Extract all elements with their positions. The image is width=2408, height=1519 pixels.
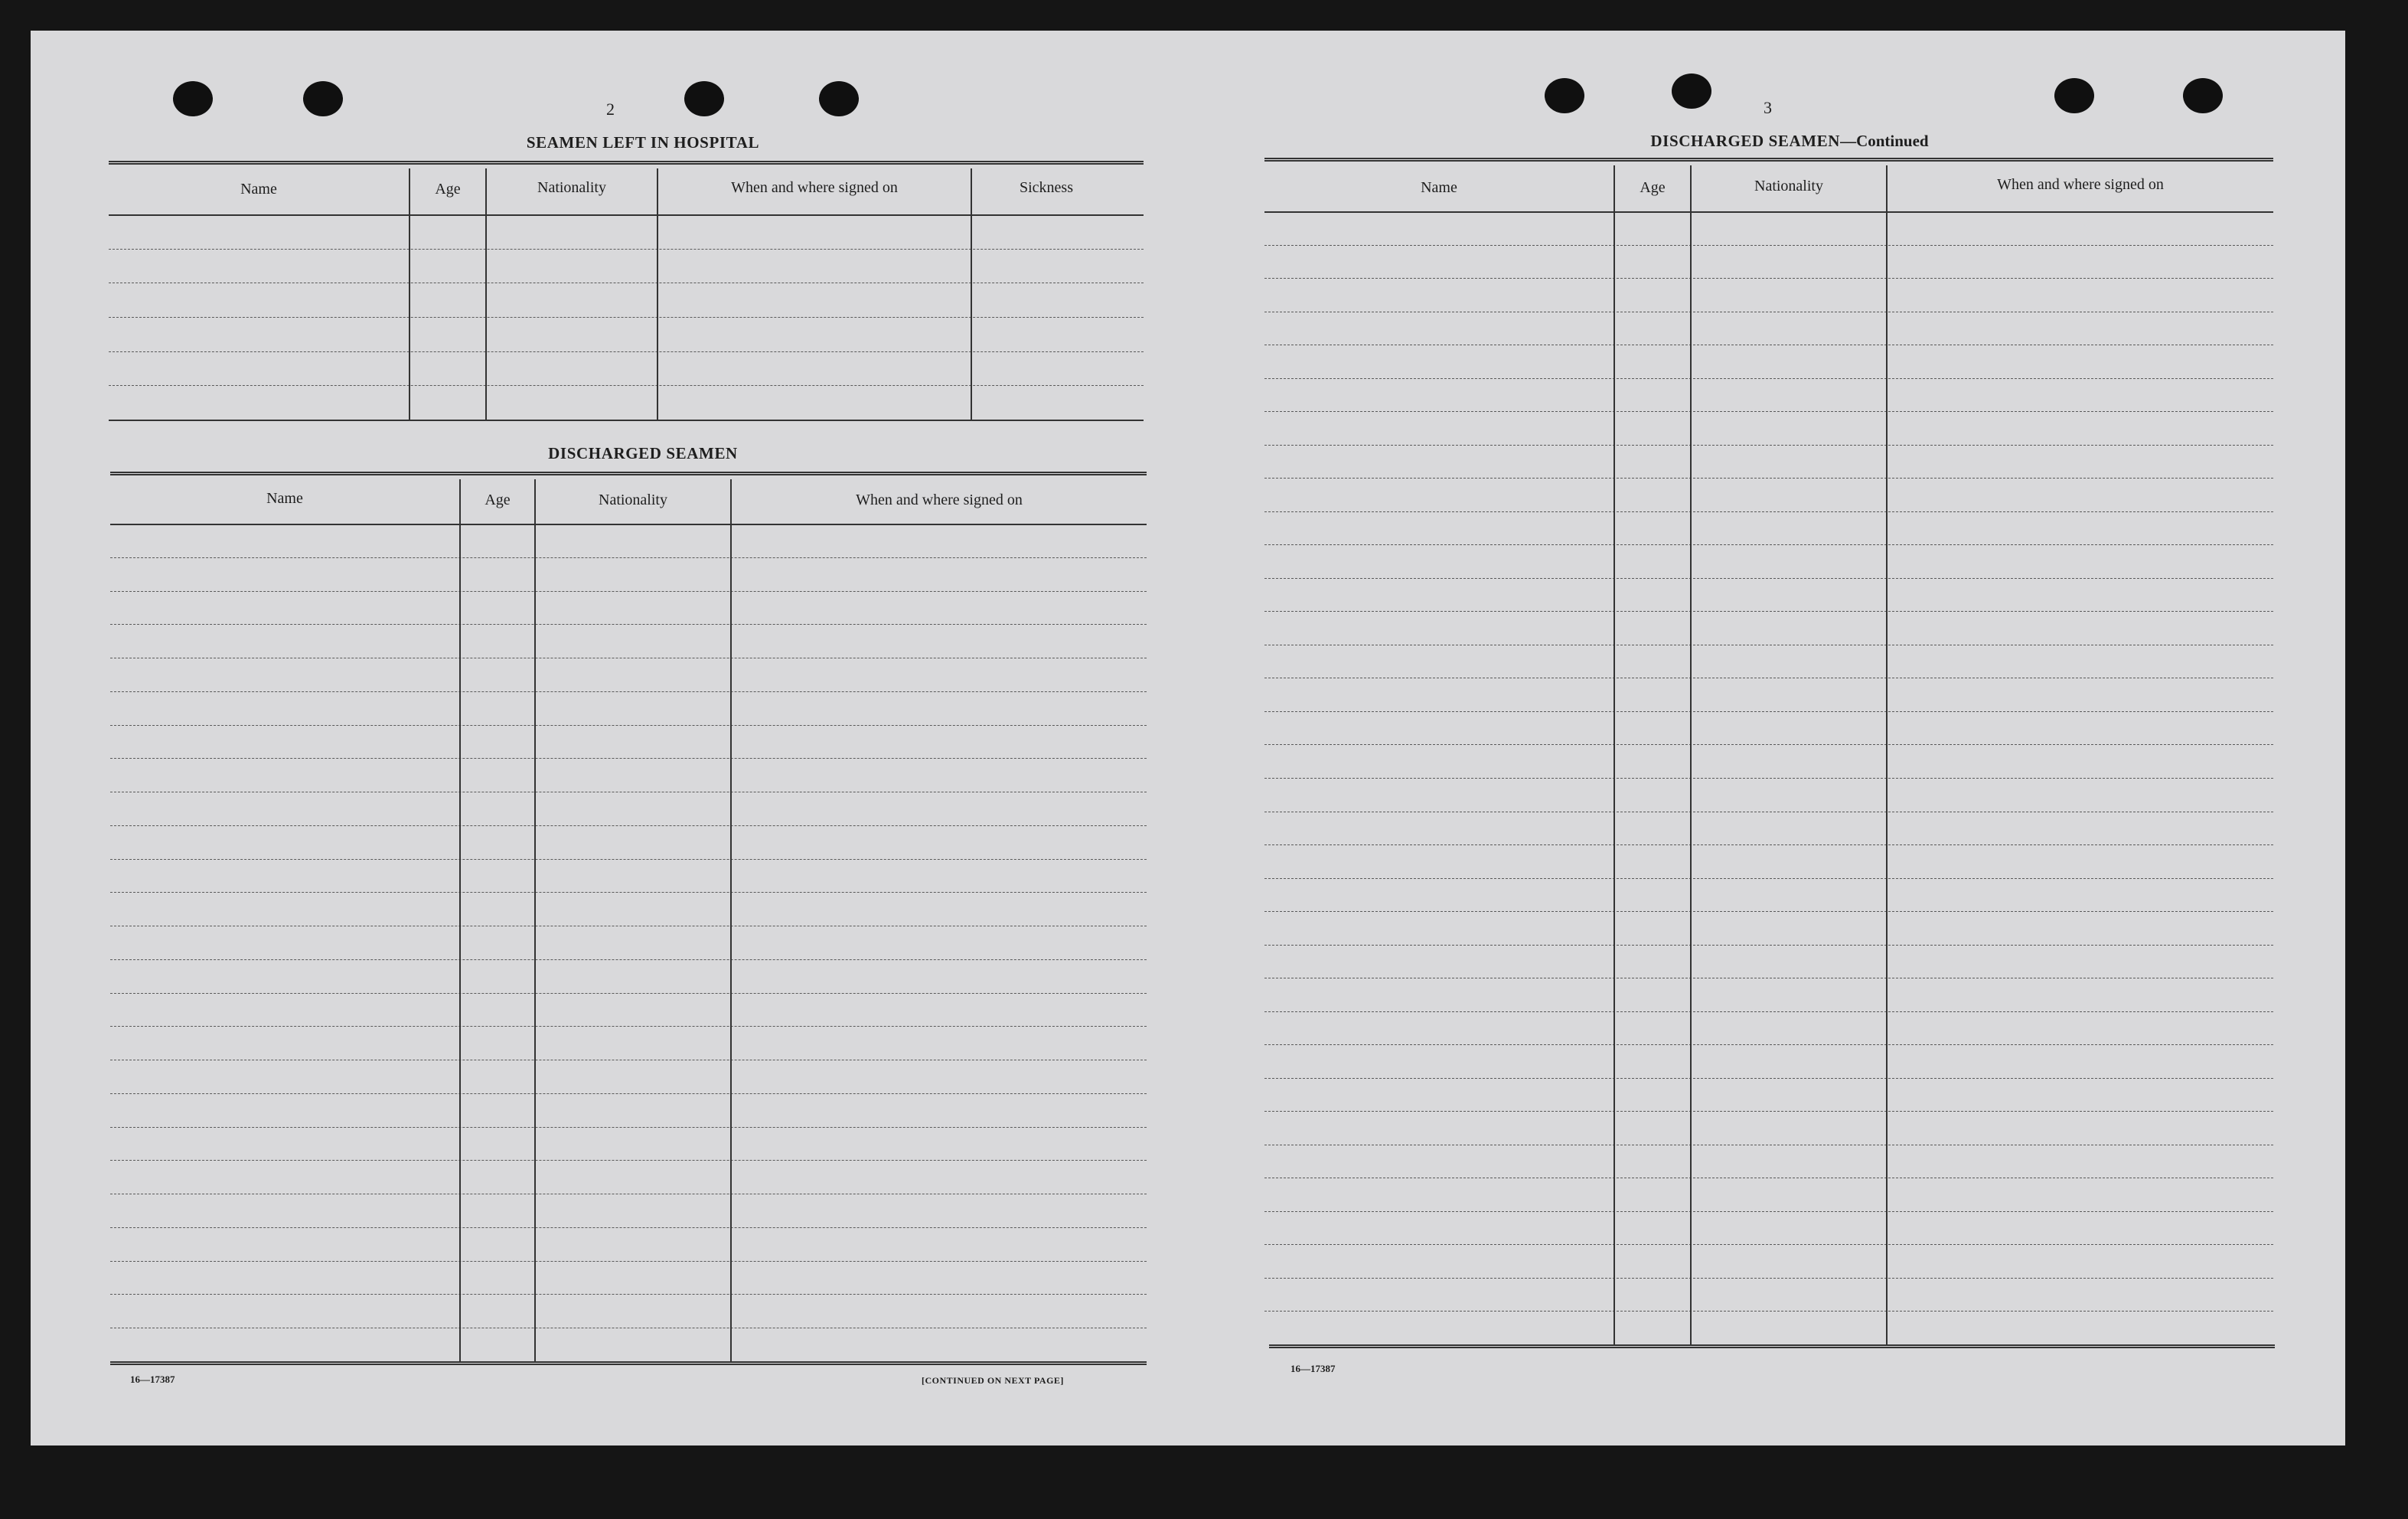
hospital-col-when-where: When and where signed on [731,179,898,196]
row-rule [1264,445,2273,446]
row-rule [110,1227,1147,1228]
right-col-nationality: Nationality [1754,178,1823,194]
row-rule [110,859,1147,860]
hospital-table-top-rule [109,161,1144,165]
hospital-table-bottom-rule [109,420,1144,421]
row-rule [1264,945,2273,946]
form-number-right: 16—17387 [1290,1363,1336,1374]
row-rule [109,249,1144,250]
hospital-section-title: SEAMEN LEFT IN HOSPITAL [526,133,760,152]
row-rule [1264,1011,2273,1012]
right-col-when-where: When and where signed on [1997,176,2164,193]
row-rule [1264,1111,2273,1112]
punch-hole [1672,74,1711,109]
row-rule [1264,578,2273,579]
discharged-divider [459,479,461,1361]
punch-hole [2183,78,2223,113]
row-rule [1264,1244,2273,1245]
hospital-col-age: Age [435,181,461,198]
right-table-top-rule [1264,158,2273,162]
continued-note: [CONTINUED ON NEXT PAGE] [922,1375,1064,1386]
right-col-age: Age [1640,179,1666,196]
right-section-title [1453,132,2126,151]
row-rule [1264,911,2273,912]
right-table-bottom-rule [1269,1344,2275,1348]
row-rule [1264,478,2273,479]
row-rule [1264,844,2273,845]
hospital-header-rule [109,214,1144,216]
form-number-left: 16—17387 [130,1374,175,1385]
row-rule [110,1127,1147,1128]
row-rule [1264,511,2273,512]
discharged-col-name: Name [266,490,303,507]
hospital-divider [971,168,972,420]
row-rule [1264,744,2273,745]
discharged-table-bottom-rule [110,1361,1147,1365]
hospital-col-sickness: Sickness [1020,179,1073,196]
row-rule [110,993,1147,994]
punch-hole [819,81,859,116]
discharged-col-nationality: Nationality [599,492,667,508]
right-divider [1690,165,1692,1344]
right-header-rule [1264,211,2273,213]
hospital-divider [657,168,658,420]
page-number-right: 3 [1764,98,1772,117]
right-title-main: DISCHARGED SEAMEN [1650,132,1841,150]
row-rule [110,1261,1147,1262]
right-title-suffix: —Continued [1840,132,1929,150]
row-rule [110,624,1147,625]
row-rule [1264,1078,2273,1079]
hospital-col-nationality: Nationality [537,179,606,196]
row-rule [109,351,1144,352]
discharged-section-title: DISCHARGED SEAMEN [548,444,738,462]
row-rule [1264,245,2273,246]
row-rule [1264,1311,2273,1312]
row-rule [109,317,1144,318]
page-number-left: 2 [606,100,615,119]
right-col-name: Name [1421,179,1457,196]
row-rule [110,1160,1147,1161]
row-rule [110,1093,1147,1094]
row-rule [110,691,1147,692]
punch-hole [303,81,343,116]
punch-hole [173,81,213,116]
row-rule [1264,544,2273,545]
row-rule [1264,1278,2273,1279]
hospital-col-name: Name [240,181,277,198]
discharged-divider [534,479,536,1361]
discharged-table-top-rule [110,472,1147,475]
row-rule [1264,611,2273,612]
punch-hole [2054,78,2094,113]
row-rule [109,385,1144,386]
punch-hole [684,81,724,116]
hospital-divider [485,168,487,420]
row-rule [1264,378,2273,379]
discharged-header-rule [110,524,1147,525]
row-rule [110,725,1147,726]
row-rule [110,1026,1147,1027]
row-rule [110,959,1147,960]
right-divider [1886,165,1888,1344]
row-rule [110,557,1147,558]
row-rule [110,591,1147,592]
discharged-divider [730,479,732,1361]
right-divider [1613,165,1615,1344]
punch-hole [1545,78,1584,113]
ledger-sheet [31,31,2345,1446]
row-rule [1264,278,2273,279]
row-rule [110,1294,1147,1295]
row-rule [1264,878,2273,879]
discharged-col-age: Age [485,492,511,508]
row-rule [1264,778,2273,779]
row-rule [1264,411,2273,412]
hospital-divider [409,168,410,420]
row-rule [110,758,1147,759]
discharged-col-when-where: When and where signed on [856,492,1023,508]
row-rule [1264,1211,2273,1212]
row-rule [1264,1044,2273,1045]
row-rule [1264,711,2273,712]
row-rule [110,892,1147,893]
row-rule [110,825,1147,826]
